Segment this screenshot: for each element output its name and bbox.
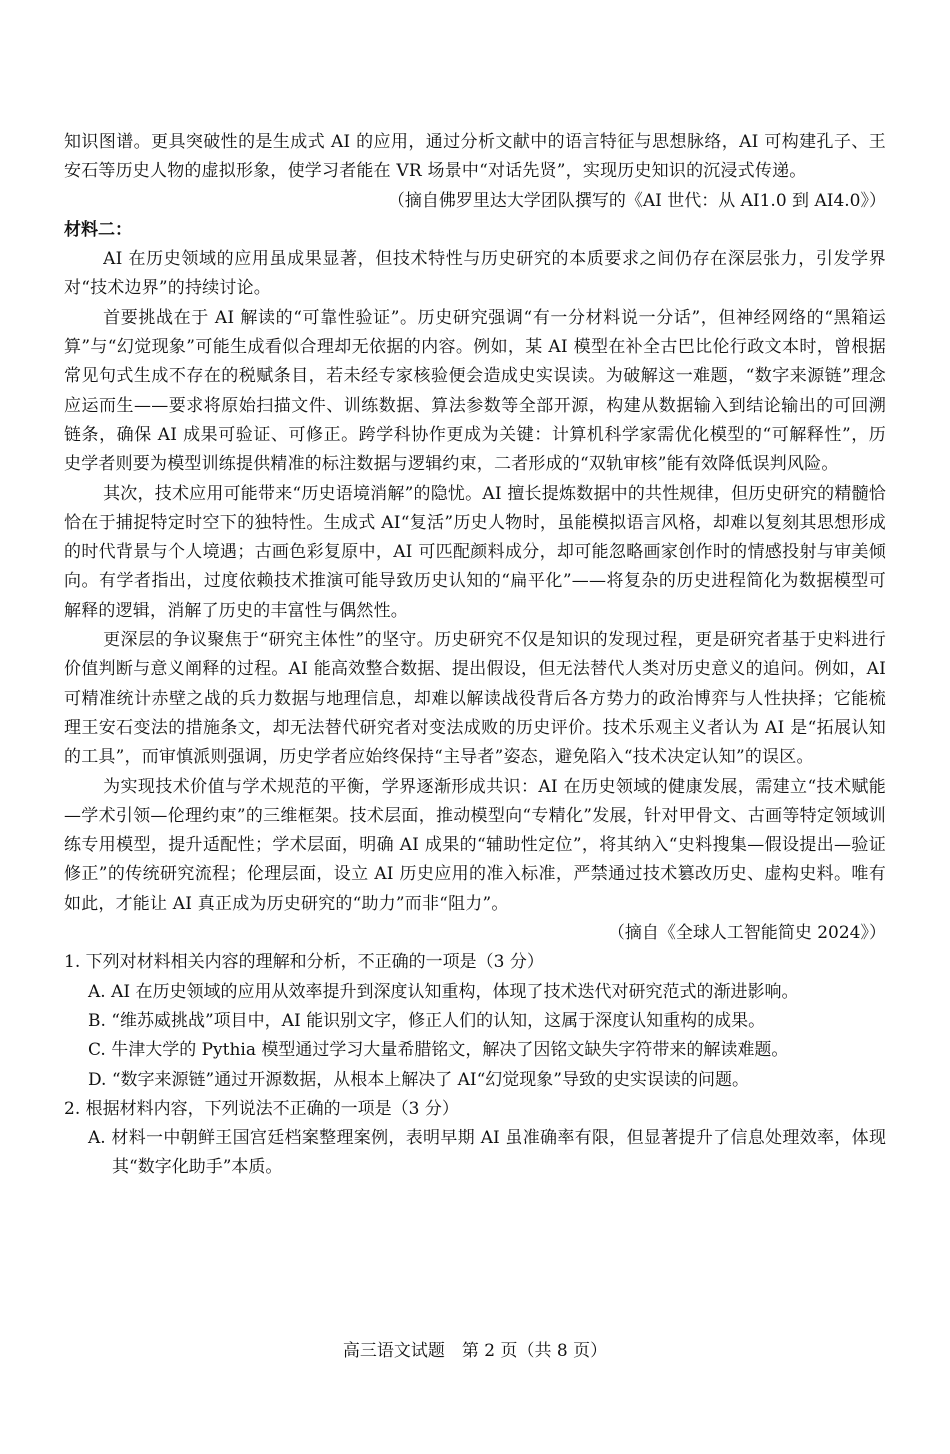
source-citation-2: （摘自《全球人工智能简史 2024》） [607, 923, 886, 944]
question-1-option-b: B. “维苏威挑战”项目中，AI 能识别文字，修正人们的认知，这属于深度认知重构的成果。 [88, 1010, 766, 1031]
question-2-stem: 2. 根据材料内容，下列说法不正确的一项是（3 分） [64, 1098, 459, 1119]
question-1-option-c: C. 牛津大学的 Pythia 模型通过学习大量希腊铭文，解决了因铭文缺失字符带来的解读难题。 [88, 1040, 789, 1061]
source-citation-1: （摘自佛罗里达大学团队撰写的《AI 世代：从 AI1.0 到 AI4.0》） [387, 190, 886, 211]
material2-paragraph-4: 更深层的争议聚焦于“研究主体性”的坚守。历史研究不仅是知识的发现过程，更是研究者基于史料进行价值判断与意义阐释的过程。AI 能高效整合数据、提出假设，但无法替代人类对历史意义的追问。例如，AI 可精准统计赤壁之战的兵力数据与地理信息，却难以解读战役背后各方势力的政治博弈与人性抉择；它能梳理王安石变法的措施条文，却无法替代研究者对变法成败的历史评价。技术乐观主义者认为 AI 是“拓展认知的工具”，而审慎派则强调，历史学者应始终保持“主导者”姿态，避免陷入“技术决定认知”的误区。 [64, 630, 886, 768]
question-1 [64, 948, 886, 1094]
material2-paragraph-1: AI 在历史领域的应用虽成果显著，但技术特性与历史研究的本质要求之间仍存在深层张力，引发学界对“技术边界”的持续讨论。 [64, 249, 886, 299]
question-2-option-a: A. 材料一中朝鲜王国宫廷档案整理案例，表明早期 AI 虽准确率有限，但显著提升了信息处理效率，体现其“数字化助手”本质。 [88, 1128, 886, 1178]
material1-tail-paragraph: 知识图谱。更具突破性的是生成式 AI 的应用，通过分析文献中的语言特征与思想脉络，AI 可构建孔子、王安石等历史人物的虚拟形象，使学习者能在 VR 场景中“对话先贤”，实现历史知识的沉浸式传递。 [64, 132, 886, 182]
material2-paragraph-5: 为实现技术价值与学术规范的平衡，学界逐渐形成共识：AI 在历史领域的健康发展，需建立“技术赋能—学术引领—伦理约束”的三维框架。技术层面，推动模型向“专精化”发展，针对甲骨文、古画等特定领域训练专用模型，提升适配性；学术层面，明确 AI 成果的“辅助性定位”，将其纳入“史料搜集—假设提出—验证修正”的传统研究流程；伦理层面，设立 AI 历史应用的准入标准，严禁通过技术篡改历史、虚构史料。唯有如此，才能让 AI 真正成为历史研究的“助力”而非“阻力”。 [64, 776, 886, 914]
exam-page-body [64, 128, 886, 1183]
material2-paragraph-3: 其次，技术应用可能带来“历史语境消解”的隐忧。AI 擅长提炼数据中的共性规律，但历史研究的精髓恰恰在于捕捉特定时空下的独特性。生成式 AI“复活”历史人物时，虽能模拟语言风格，却难以复刻其思想形成的时代背景与个人境遇；古画色彩复原中，AI 可匹配颜料成分，却可能忽略画家创作时的情感投射与审美倾向。有学者指出，过度依赖技术推演可能导致历史认知的“扁平化”——将复杂的历史进程简化为数据模型可解释的逻辑，消解了历史的丰富性与偶然性。 [64, 483, 886, 621]
question-1-stem: 1. 下列对材料相关内容的理解和分析，不正确的一项是（3 分） [64, 952, 544, 973]
page-footer: 高三语文试题 第 2 页（共 8 页） [342, 1341, 608, 1361]
material2-heading: 材料二： [64, 219, 132, 240]
question-2 [64, 1095, 886, 1183]
question-1-option-a: A. AI 在历史领域的应用从效率提升到深度认知重构，体现了技术迭代对研究范式的渐进影响。 [88, 981, 799, 1002]
material2-paragraph-2: 首要挑战在于 AI 解读的“可靠性验证”。历史研究强调“有一分材料说一分话”，但神经网络的“黑箱运算”与“幻觉现象”可能生成看似合理却无依据的内容。例如，某 AI 模型在补全古巴比伦行政文本时，曾根据常见句式生成不存在的税赋条目，若未经专家核验便会造成史实误读。为破解这一难题，“数字来源链”理念应运而生——要求将原始扫描文件、训练数据、算法参数等全部开源，构建从数据输入到结论输出的可回溯链条，确保 AI 成果可验证、可修正。跨学科协作更成为关键：计算机科学家需优化模型的“可解释性”，历史学者则要为模型训练提供精准的标注数据与逻辑约束，二者形成的“双轨审核”能有效降低误判风险。 [64, 307, 886, 475]
question-1-option-d: D. “数字来源链”通过开源数据，从根本上解决了 AI“幻觉现象”导致的史实误读的问题。 [88, 1069, 749, 1090]
